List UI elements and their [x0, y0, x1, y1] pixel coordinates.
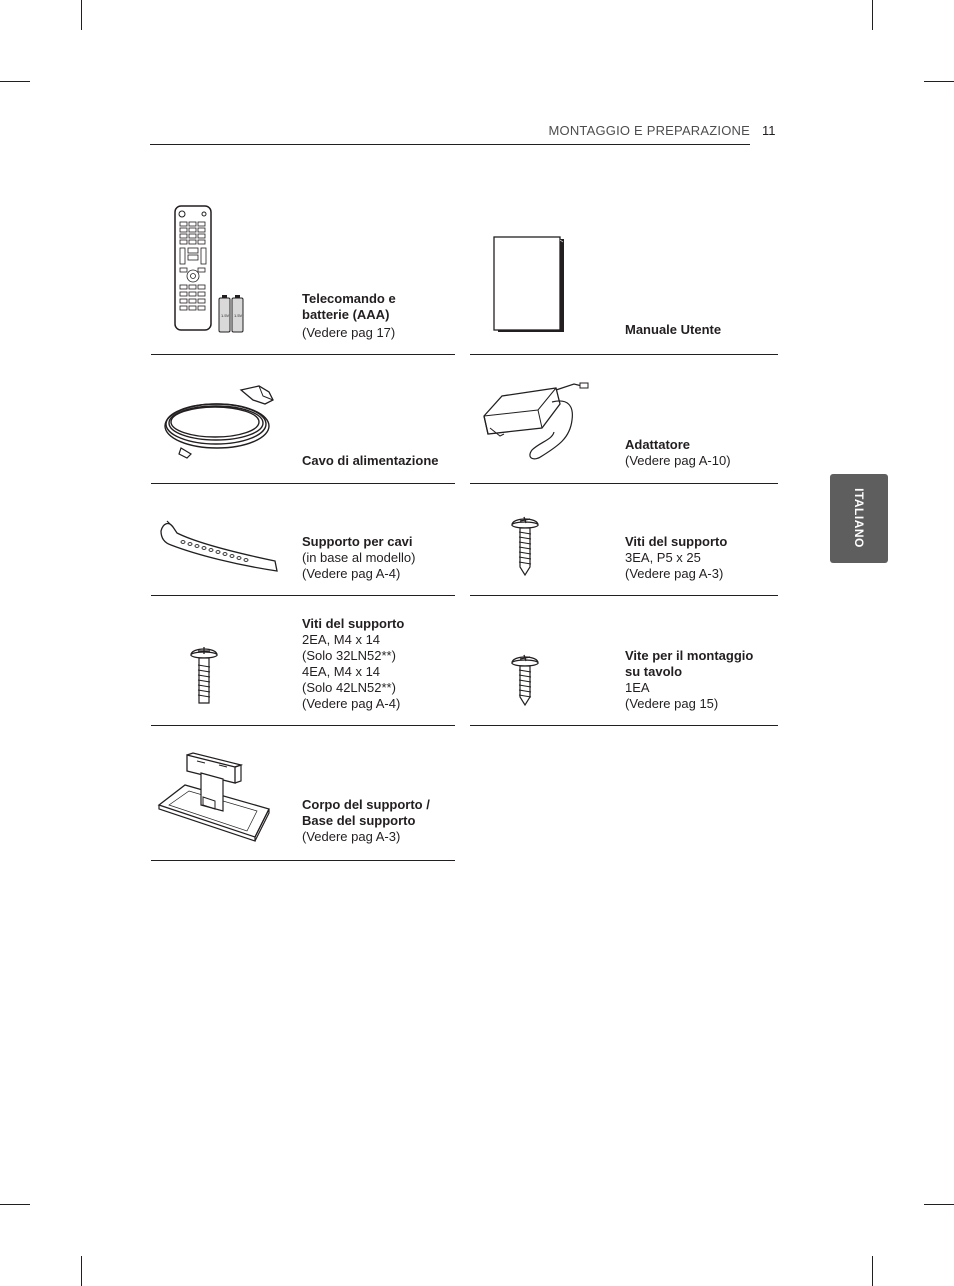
item-stand-body: [151, 725, 455, 861]
power-cable-icon: [161, 382, 291, 462]
item-detail: (Vedere pag A-4): [302, 696, 401, 711]
item-detail: 1EA: [625, 680, 650, 695]
item-name: su tavolo: [625, 664, 683, 679]
item-label: [625, 648, 775, 712]
item-detail: (Vedere pag A-3): [302, 829, 401, 844]
item-name: Base del supporto: [302, 813, 416, 828]
section-title: MONTAGGIO E PREPARAZIONE: [548, 123, 750, 138]
item-detail: (in base al modello): [302, 550, 416, 565]
item-name: Adattatore: [625, 437, 691, 452]
remote-control-icon: [171, 204, 251, 336]
item-stand-screws-p5: [470, 483, 778, 596]
item-label: [302, 453, 452, 469]
item-name: Viti del supporto: [302, 616, 405, 631]
page-number: 11: [762, 123, 776, 138]
item-cable-holder: [151, 483, 455, 596]
item-name: batterie (AAA): [302, 307, 390, 322]
adapter-icon: [482, 376, 592, 466]
item-label: [302, 534, 452, 582]
item-name: Supporto per cavi: [302, 534, 413, 549]
item-detail: 4EA, M4 x 14: [302, 664, 381, 679]
battery-label: 1.5V: [221, 313, 230, 318]
stand-base-icon: [157, 751, 277, 843]
item-label: [625, 437, 775, 469]
item-stand-screws-m4: [151, 595, 455, 726]
item-power-cable: [151, 354, 455, 484]
item-detail: (Solo 32LN52**): [302, 648, 396, 663]
item-table-screw: [470, 595, 778, 726]
item-name: Telecomando e: [302, 291, 396, 306]
language-tab-label: ITALIANO: [852, 488, 866, 548]
item-detail: (Solo 42LN52**): [302, 680, 396, 695]
header-rule: [150, 144, 750, 145]
crop-mark: [0, 1204, 30, 1205]
item-name: Vite per il montaggio: [625, 648, 754, 663]
screw-icon: [510, 653, 540, 707]
item-detail: 2EA, M4 x 14: [302, 632, 381, 647]
item-label: [302, 616, 452, 712]
crop-mark: [81, 0, 82, 30]
item-detail: (Vedere pag A-4): [302, 566, 401, 581]
screw-icon: [510, 515, 540, 577]
item-name: Corpo del supporto /: [302, 797, 430, 812]
item-remote: [151, 190, 455, 355]
manual-book-icon: [492, 236, 566, 334]
item-label: [625, 322, 775, 338]
crop-mark: [0, 81, 30, 82]
crop-mark: [924, 81, 954, 82]
item-name: Manuale Utente: [625, 322, 722, 337]
screw-icon: [189, 645, 219, 707]
battery-label: 1.5V: [234, 313, 243, 318]
item-detail: 3EA, P5 x 25: [625, 550, 701, 565]
crop-mark: [872, 1256, 873, 1286]
item-label: [302, 291, 452, 341]
item-label: [302, 797, 452, 845]
language-tab: [830, 474, 888, 563]
item-adapter: [470, 354, 778, 484]
cable-holder-icon: [157, 519, 287, 579]
item-detail: (Vedere pag 17): [302, 325, 396, 340]
item-name: Viti del supporto: [625, 534, 728, 549]
item-name: Cavo di alimentazione: [302, 453, 439, 468]
crop-mark: [872, 0, 873, 30]
item-detail: (Vedere pag 15): [625, 696, 719, 711]
crop-mark: [81, 1256, 82, 1286]
item-detail: (Vedere pag A-10): [625, 453, 731, 468]
item-manual: [470, 190, 778, 355]
item-detail: (Vedere pag A-3): [625, 566, 724, 581]
crop-mark: [924, 1204, 954, 1205]
item-label: [625, 534, 775, 582]
